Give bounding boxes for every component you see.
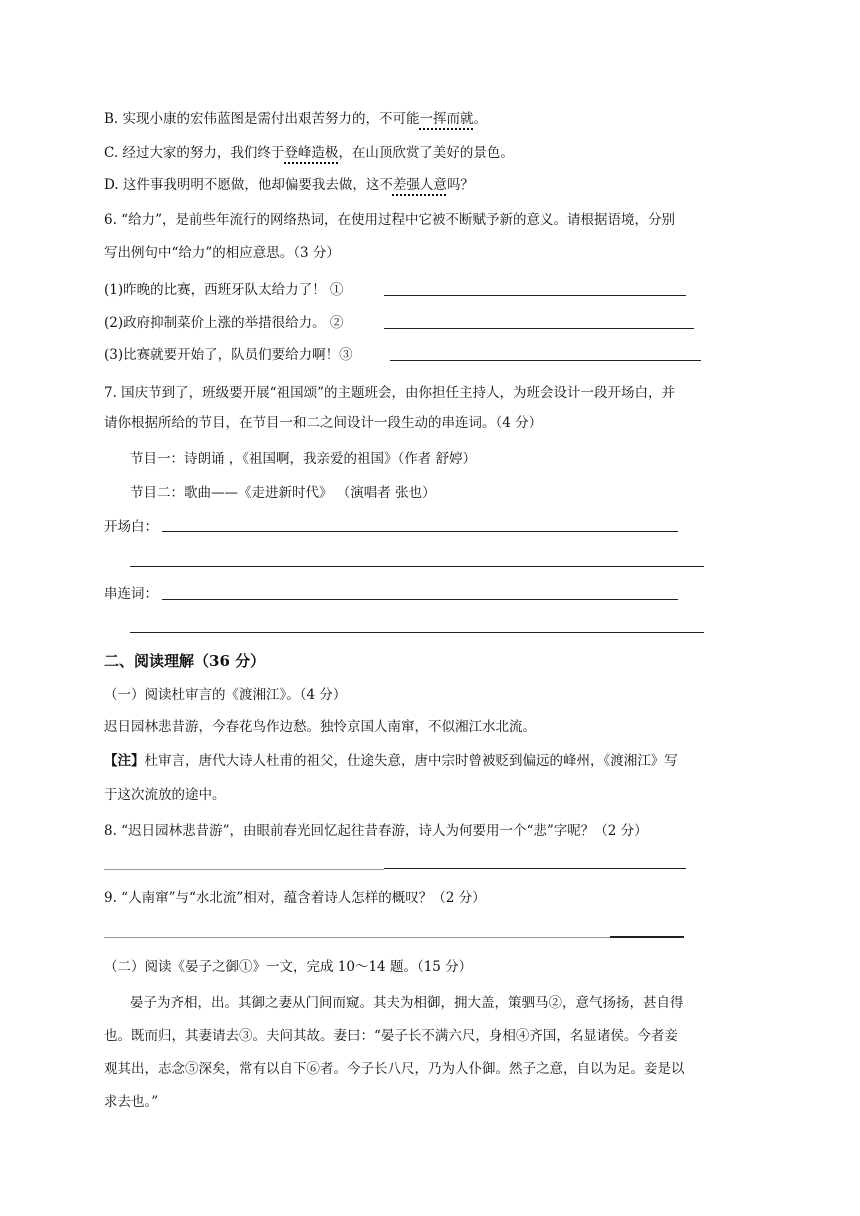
q5-option-c — [104, 144, 514, 162]
q5-option-d — [104, 176, 474, 194]
q5-option-d-dotted-idiom: 差强人意 — [392, 177, 447, 193]
q6-sentence-2 — [104, 314, 343, 332]
q5-option-d-text: D. 这件事我明明不愿做，他却偏要我去做，这不 — [104, 177, 393, 193]
note-line-2: 于这次流放的途中。 — [104, 787, 226, 803]
q9-answer-line-left[interactable] — [104, 937, 610, 938]
q7-link-line-1[interactable] — [162, 599, 678, 600]
q7-stem-line2: 请你根据所给的节目，在节目一和二之间设计一段生动的串连词。（4 分） — [104, 415, 543, 431]
q8-answer-line-left[interactable] — [104, 869, 384, 870]
q6-stem-line2: 写出例句中“给力”的相应意思。（3 分） — [104, 245, 340, 261]
reading-part-1-intro: （一）阅读杜审言的《渡湘江》。（4 分） — [104, 687, 347, 703]
passage-line-2: 也。既而归，其妻请去③。夫问其故。妻曰：“晏子长不满六尺，身相④齐国，名显诸侯。今者妾 — [104, 1028, 678, 1044]
passage-line-1: 晏子为齐相，出。其御之妻从门间而窥。其夫为相御，拥大盖，策驷马②，意气扬扬，甚自得 — [130, 995, 684, 1011]
q7-opening-label: 开场白： — [104, 519, 158, 535]
q5-option-b — [104, 110, 487, 128]
section-2-heading: 二、阅读理解（36 分） — [104, 652, 266, 670]
q6-sentence-3 — [104, 346, 353, 364]
q5-option-b-end: 。 — [473, 111, 488, 127]
q5-option-b-text: B. 实现小康的宏伟蓝图是需付出艰苦努力的，不可能 — [104, 111, 420, 127]
q9-answer-line-right[interactable] — [610, 936, 684, 938]
q8-stem: 8. “迟日园林悲昔游”，由眼前春光回忆起往昔春游，诗人为何要用一个“悲”字呢？（2 分） — [104, 823, 648, 839]
q7-opening-line-2[interactable] — [130, 566, 704, 567]
q5-option-c-text: C. 经过大家的努力，我们终于 — [104, 145, 285, 161]
q5-option-d-end: 吗？ — [446, 177, 474, 193]
q6-sentence-1 — [104, 281, 343, 299]
q7-link-line-2[interactable] — [130, 632, 704, 633]
reading-part-2-intro: （二）阅读《晏子之御①》一文，完成 10～14 题。（15 分） — [104, 959, 473, 975]
q6-answer-line-1[interactable] — [384, 295, 686, 296]
passage-line-3: 观其出，志念⑤深矣，常有以自下⑥者。今子长八尺，乃为人仆御。然子之意，自以为足。妾是以 — [104, 1061, 685, 1077]
q9-stem: 9. “人南窜”与“水北流”相对，蕴含着诗人怎样的概叹？（2 分） — [104, 890, 486, 906]
note-label: 【注】 — [104, 753, 145, 769]
poem-text: 迟日园林悲昔游，今春花鸟作边愁。独怜京国人南窜，不似湘江水北流。 — [104, 719, 536, 735]
note-text: 杜审言，唐代大诗人杜甫的祖父，仕途失意，唐中宗时曾被贬到偏远的峰州，《渡湘江》写 — [144, 753, 678, 769]
q6-answer-line-3[interactable] — [390, 360, 701, 361]
q6-sentence-2-text: (2)政府抑制菜价上涨的举措很给力。 ② — [104, 315, 344, 331]
q6-answer-line-2[interactable] — [384, 328, 694, 329]
q6-stem-line1: 6. “给力”，是前些年流行的网络热词，在使用过程中它被不断赋予新的意义。请根据语境，分别 — [104, 212, 675, 228]
q5-option-c-dotted-idiom: 登峰造极 — [284, 145, 339, 161]
q7-link-label: 串连词： — [104, 586, 158, 602]
q7-program-1: 节目一：诗朗诵 ，《祖国啊，我亲爱的祖国》（作者 舒婷） — [130, 451, 477, 467]
q7-program-2: 节目二：歌曲——《走进新时代》 （演唱者 张也） — [130, 485, 436, 501]
passage-line-4: 求去也。” — [104, 1094, 159, 1110]
q6-sentence-3-text: (3)比赛就要开始了，队员们要给力啊！③ — [104, 347, 353, 363]
q7-stem-line1: 7. 国庆节到了，班级要开展“祖国颂”的主题班会，由你担任主持人，为班会设计一段开场白，并 — [104, 385, 675, 401]
q6-sentence-1-text: (1)昨晚的比赛，西班牙队太给力了！ ① — [104, 282, 344, 298]
q7-opening-line-1[interactable] — [162, 531, 678, 532]
note-line-1 — [104, 752, 678, 770]
q8-answer-line-right[interactable] — [384, 868, 686, 869]
q5-option-b-dotted-idiom: 一挥而就 — [419, 111, 474, 127]
q5-option-c-end: ，在山顶欣赏了美好的景色。 — [338, 145, 514, 161]
